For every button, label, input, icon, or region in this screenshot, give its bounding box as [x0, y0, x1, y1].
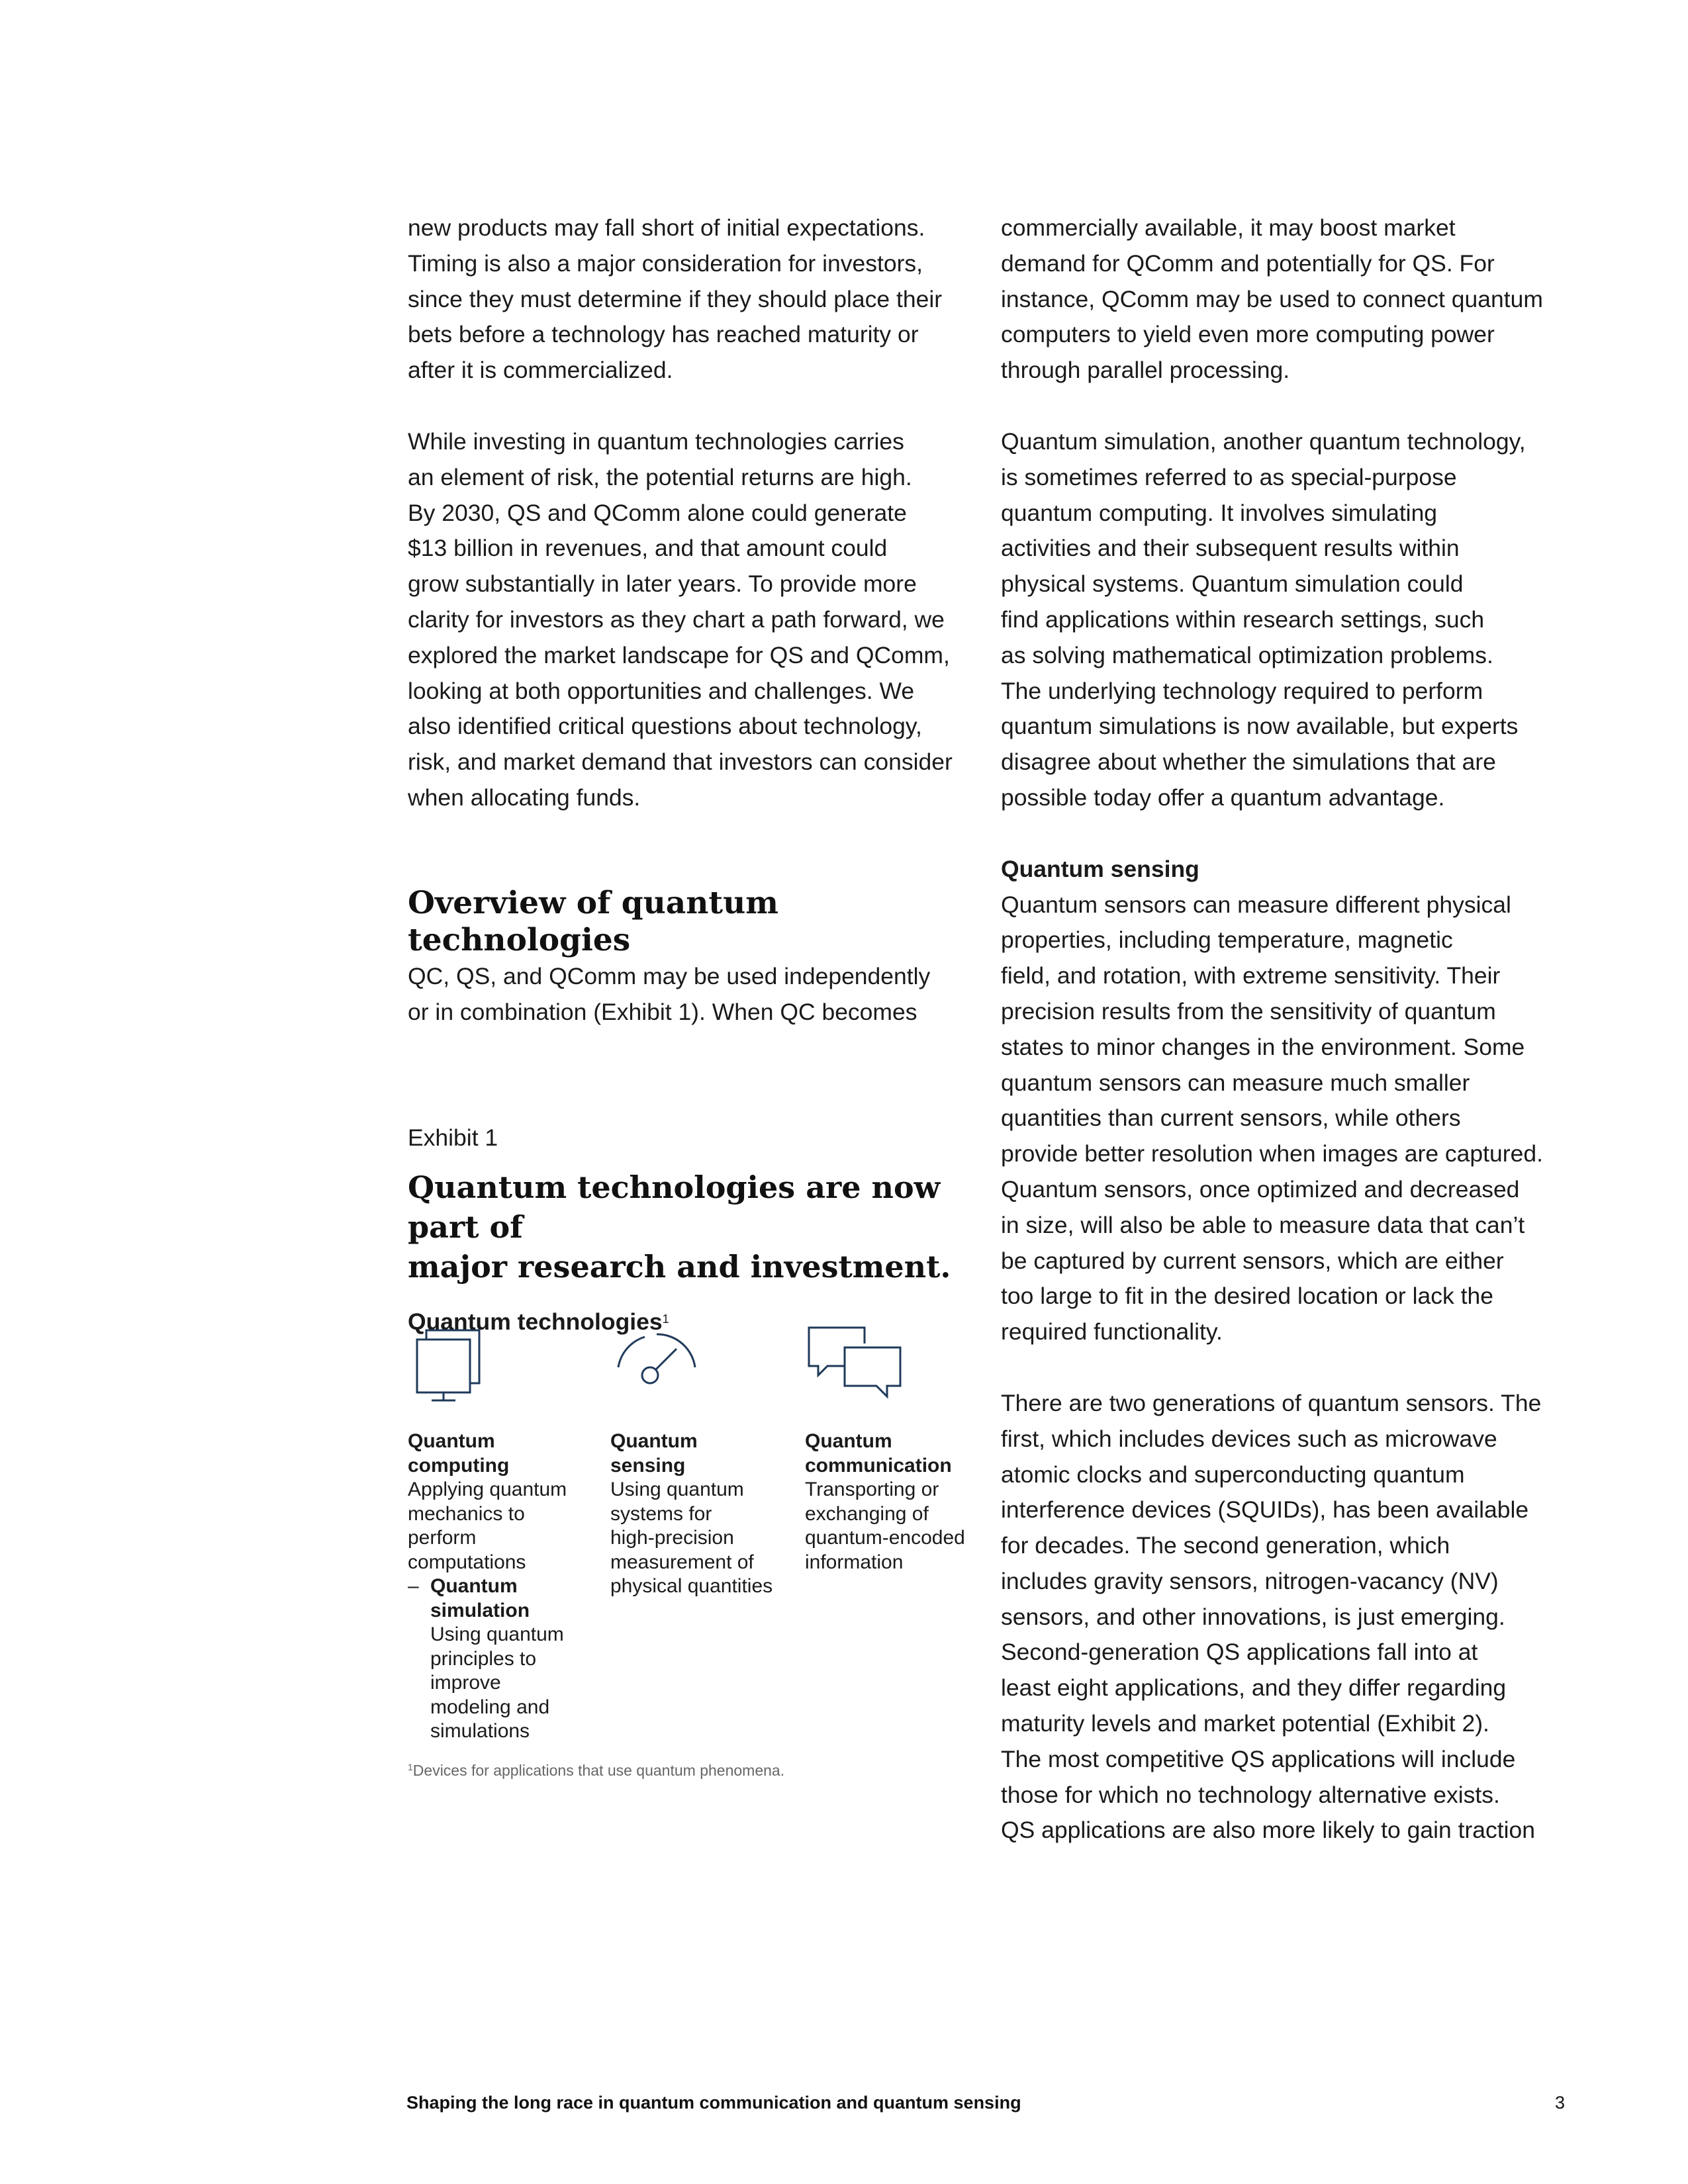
sub-title-line: Quantum [430, 1575, 518, 1597]
technology-list [408, 1324, 977, 1754]
text-line: atomic clocks and superconducting quantum [1001, 1461, 1465, 1488]
tech-desc-line: high-precision [610, 1527, 734, 1549]
paragraph-qc-availability [1001, 210, 1577, 388]
right-column [1001, 210, 1577, 1848]
text-line: find applications within research settings, such [1001, 606, 1485, 633]
page-number: 3 [1554, 2093, 1565, 2113]
text-line: quantum simulations is now available, but experts [1001, 713, 1519, 740]
tech-desc-line: Applying quantum [408, 1479, 567, 1500]
text-line: as solving mathematical optimization problems. [1001, 641, 1493, 668]
sub-title-line: simulation [430, 1599, 530, 1621]
tech-title-line: Quantum [805, 1430, 892, 1452]
text-line: physical systems. Quantum simulation could [1001, 570, 1464, 598]
text-line: precision results from the sensitivity of quantum [1001, 997, 1496, 1024]
text-line: QS applications are also more likely to gain traction [1001, 1817, 1536, 1844]
text-line: clarity for investors as they chart a path forward, we [408, 606, 945, 633]
text-line: computers to yield even more computing power [1001, 321, 1495, 348]
footer-title: Shaping the long race in quantum communication and quantum sensing [406, 2093, 1021, 2113]
text-line: is sometimes referred to as special-purpose [1001, 463, 1457, 490]
text-line: in size, will also be able to measure data that can’t [1001, 1211, 1525, 1238]
text-line: be captured by current sensors, which are either [1001, 1247, 1504, 1274]
text-line: Second-generation QS applications fall into at [1001, 1639, 1478, 1666]
text-line: possible today offer a quantum advantage. [1001, 784, 1445, 811]
exhibit-header [408, 1121, 990, 1337]
text-line: While investing in quantum technologies carries [408, 428, 904, 455]
text-line: explored the market landscape for QS and QComm, [408, 641, 950, 668]
sub-desc-line: Using quantum [430, 1623, 564, 1645]
tech-desc-line: exchanging of [805, 1502, 929, 1525]
text-line: The underlying technology required to perform [1001, 677, 1483, 704]
tech-title-line: communication [805, 1454, 952, 1477]
text-line: least eight applications, and they differ regarding [1001, 1674, 1507, 1702]
tech-title-line: sensing [610, 1454, 686, 1477]
tech-desc-line: physical quantities [610, 1575, 773, 1597]
tech-desc-line: Transporting or [805, 1479, 939, 1500]
footnote-marker: 1 [662, 1312, 669, 1326]
text-line: looking at both opportunities and challenges. We [408, 677, 915, 704]
tech-title [408, 1430, 593, 1478]
sub-item-quantum-simulation [408, 1574, 593, 1744]
text-line: risk, and market demand that investors can consider [408, 749, 953, 776]
subheading-quantum-sensing: Quantum sensing [1001, 855, 1199, 882]
text-line: demand for QComm and potentially for QS. For [1001, 250, 1495, 277]
paragraph-overview [408, 959, 977, 1030]
text-line: first, which includes devices such as microwave [1001, 1425, 1497, 1452]
speech-bubbles-icon [805, 1324, 904, 1410]
tech-desc-line: computations [408, 1551, 526, 1573]
sub-desc-line: improve [430, 1672, 501, 1694]
tech-title [610, 1430, 796, 1478]
text-line: through parallel processing. [1001, 357, 1290, 384]
text-line: grow substantially in later years. To provide more [408, 570, 917, 598]
paragraph-investor-timing [408, 210, 977, 388]
paragraph-quantum-simulation [1001, 424, 1577, 816]
tech-desc-line: perform [408, 1527, 477, 1549]
tech-description [805, 1478, 984, 1574]
text-line: Quantum sensors, once optimized and decreased [1001, 1175, 1520, 1203]
tech-desc-line: Using quantum [610, 1479, 744, 1500]
text-line: or in combination (Exhibit 1). When QC becomes [408, 998, 917, 1025]
text-line: when allocating funds. [408, 784, 641, 811]
text-line: maturity levels and market potential (Exhibit 2). [1001, 1710, 1489, 1737]
text-line: those for which no technology alternative exists. [1001, 1781, 1500, 1808]
tech-item-quantum-sensing [610, 1324, 796, 1599]
text-line: quantum computing. It involves simulating [1001, 499, 1438, 526]
dash-bullet: – [408, 1575, 419, 1597]
text-line: field, and rotation, with extreme sensitivity. Their [1001, 962, 1501, 989]
text-line: Quantum sensors can measure different physical [1001, 891, 1511, 918]
tech-description [408, 1478, 593, 1574]
tech-item-quantum-computing [408, 1324, 593, 1744]
text-line: instance, QComm may be used to connect quantum [1001, 285, 1543, 312]
exhibit-title-line: Quantum technologies are now part of [408, 1169, 941, 1245]
footnote-marker: 1 [408, 1762, 413, 1772]
text-line: quantities than current sensors, while others [1001, 1105, 1461, 1132]
tech-item-quantum-communication [805, 1324, 984, 1574]
text-line: commercially available, it may boost market [1001, 214, 1456, 241]
text-line: There are two generations of quantum sensors. The [1001, 1389, 1542, 1416]
footnote-text: Devices for applications that use quantum phenomena. [412, 1762, 785, 1779]
text-line: bets before a technology has reached maturity or [408, 321, 919, 348]
left-column [408, 210, 977, 1030]
exhibit-subtitle-text: Quantum technologies [408, 1308, 663, 1335]
computer-monitor-icon [408, 1324, 487, 1410]
text-line: also identified critical questions about technology, [408, 713, 922, 740]
text-line: activities and their subsequent results within [1001, 535, 1460, 562]
tech-desc-line: information [805, 1551, 904, 1573]
text-line: too large to fit in the desired location or lack the [1001, 1283, 1493, 1310]
exhibit-label: Exhibit 1 [408, 1124, 498, 1151]
tech-description [610, 1478, 796, 1599]
exhibit-title [408, 1167, 990, 1287]
text-line: The most competitive QS applications will include [1001, 1745, 1516, 1772]
text-line: provide better resolution when images are captured. [1001, 1140, 1543, 1167]
text-line: By 2030, QS and QComm alone could generate [408, 499, 907, 526]
text-line: an element of risk, the potential returns are high. [408, 463, 912, 490]
text-line: required functionality. [1001, 1318, 1223, 1345]
text-line: new products may fall short of initial expectations. [408, 214, 925, 241]
sub-desc-line: modeling and [430, 1696, 550, 1718]
tech-desc-line: quantum-encoded [805, 1527, 965, 1549]
tech-title-line: Quantum [610, 1430, 698, 1452]
paragraph-quantum-sensors [1001, 887, 1577, 1350]
sub-title [430, 1574, 593, 1623]
sub-description [430, 1623, 593, 1744]
gauge-icon [610, 1324, 703, 1410]
text-line: interference devices (SQUIDs), has been available [1001, 1496, 1529, 1524]
text-line: for decades. The second generation, which [1001, 1532, 1450, 1559]
section-heading: Overview of quantum technologies [408, 884, 779, 958]
tech-title-line: computing [408, 1454, 510, 1477]
exhibit-footnote [408, 1762, 784, 1780]
tech-desc-line: measurement of [610, 1551, 754, 1573]
sub-desc-line: simulations [430, 1720, 530, 1742]
tech-desc-line: mechanics to [408, 1502, 525, 1525]
text-line: states to minor changes in the environment. Some [1001, 1033, 1525, 1060]
text-line: disagree about whether the simulations that are [1001, 749, 1496, 776]
text-line: includes gravity sensors, nitrogen-vacancy (NV) [1001, 1567, 1499, 1594]
paragraph-investment-risk [408, 424, 977, 816]
text-line: sensors, and other innovations, is just emerging. [1001, 1603, 1505, 1630]
text-line: QC, QS, and QComm may be used independently [408, 962, 931, 989]
text-line: quantum sensors can measure much smaller [1001, 1069, 1470, 1096]
sub-desc-line: principles to [430, 1647, 537, 1670]
text-line: $13 billion in revenues, and that amount could [408, 535, 888, 562]
text-line: Quantum simulation, another quantum technology, [1001, 428, 1526, 455]
tech-desc-line: systems for [610, 1502, 712, 1525]
tech-title [805, 1430, 984, 1478]
exhibit-title-line: major research and investment. [408, 1249, 951, 1285]
text-line: Timing is also a major consideration for investors, [408, 250, 923, 277]
tech-title-line: Quantum [408, 1430, 495, 1452]
paragraph-sensor-generations [1001, 1386, 1577, 1848]
text-line: after it is commercialized. [408, 357, 673, 384]
text-line: since they must determine if they should place their [408, 285, 943, 312]
text-line: properties, including temperature, magnetic [1001, 927, 1453, 954]
